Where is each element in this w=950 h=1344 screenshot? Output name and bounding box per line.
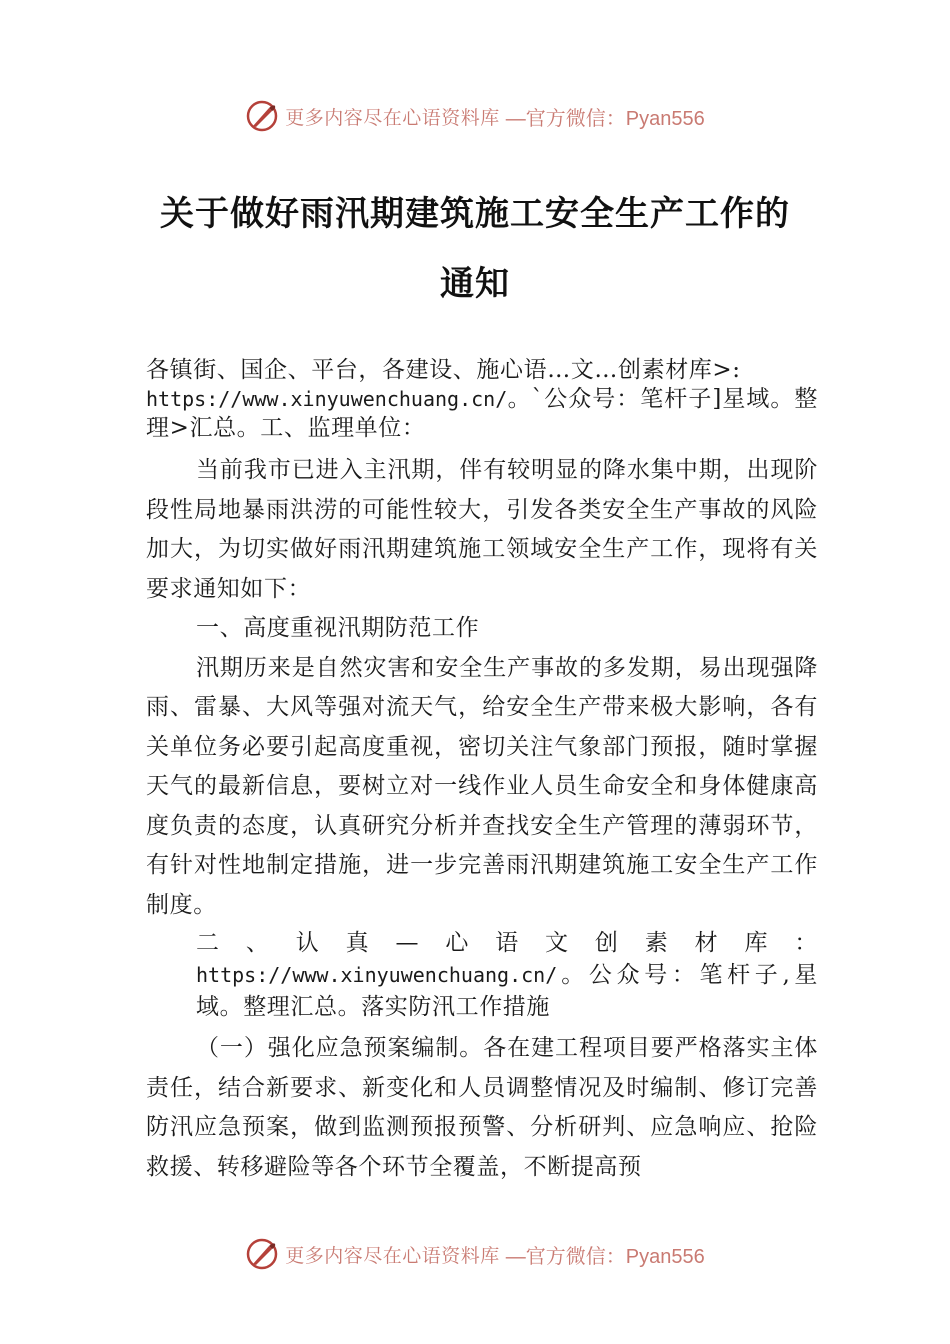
section-1-paragraph: 汛期历来是自然灾害和安全生产事故的多发期，易出现强降雨、雷暴、大风等强对流天气，给安全生产带来极大影响，各有关单位务必要引起高度重视，密切关注气象部门预报，随时掌握天气的最新信息，要树立对一线作业人员生命安全和身体健康高度负责的态度，认真研究分析并查找安全生产管理的薄弱环节，有针对性地制定措施，进一步完善雨汛期建筑施工安全生产工作制度。 [146,654,818,918]
salutation-url: https://www.xinyuwenchuang.cn/ [146,387,508,411]
quill-logo-icon [245,99,279,133]
quill-logo-icon [245,1237,279,1271]
section-2-heading-url: https://www.xinyuwenchuang.cn/ [196,963,558,987]
watermark-brand-text: 更多内容尽在心语资料库 [285,106,500,129]
document-body [146,356,818,1187]
salutation-text-2: 。`公众号：笔杆子]星域。整理>汇总。工、监理单位： [146,386,818,441]
section-2-heading [146,927,818,1023]
intro-paragraph: 当前我市已进入主汛期，伴有较明显的降水集中期，出现阶段性局地暴雨洪涝的可能性较大，引发各类安全生产事故的风险加大，为切实做好雨汛期建筑施工领域安全生产工作，现将有关要求通知如下： [146,457,818,602]
subsection-1-paragraph: （一）强化应急预案编制。各在建工程项目要严格落实主体责任，结合新要求、新变化和人员调整情况及时编制、修订完善防汛应急预案，做到监测预报预警、分析研判、应急响应、抢险救援、转移避险等各个环节全覆盖，不断提高预 [146,1035,818,1180]
salutation-text-1: 各镇街、国企、平台，各建设、施心语…文…创素材库>: [146,357,741,383]
section-2-heading-text-2: 。公众号：笔杆子,星域。整理汇总。落实防汛工作措施 [196,962,818,1020]
watermark-wechat-text: —官方微信：Pyan556 [505,1245,705,1268]
watermark-wechat-text: —官方微信：Pyan556 [505,107,705,130]
header-watermark [0,96,950,136]
section-1-heading: 一、高度重视汛期防范工作 [196,615,480,641]
document-title-line-1: 关于做好雨汛期建筑施工安全生产工作的 [160,194,790,234]
footer-watermark [0,1234,950,1274]
watermark-brand-text: 更多内容尽在心语资料库 [285,1244,500,1267]
document-title-line-2: 通知 [440,264,510,304]
salutation-paragraph [146,356,818,443]
section-2-heading-text-1: 二、认真—心语文创素材库： [196,930,818,956]
